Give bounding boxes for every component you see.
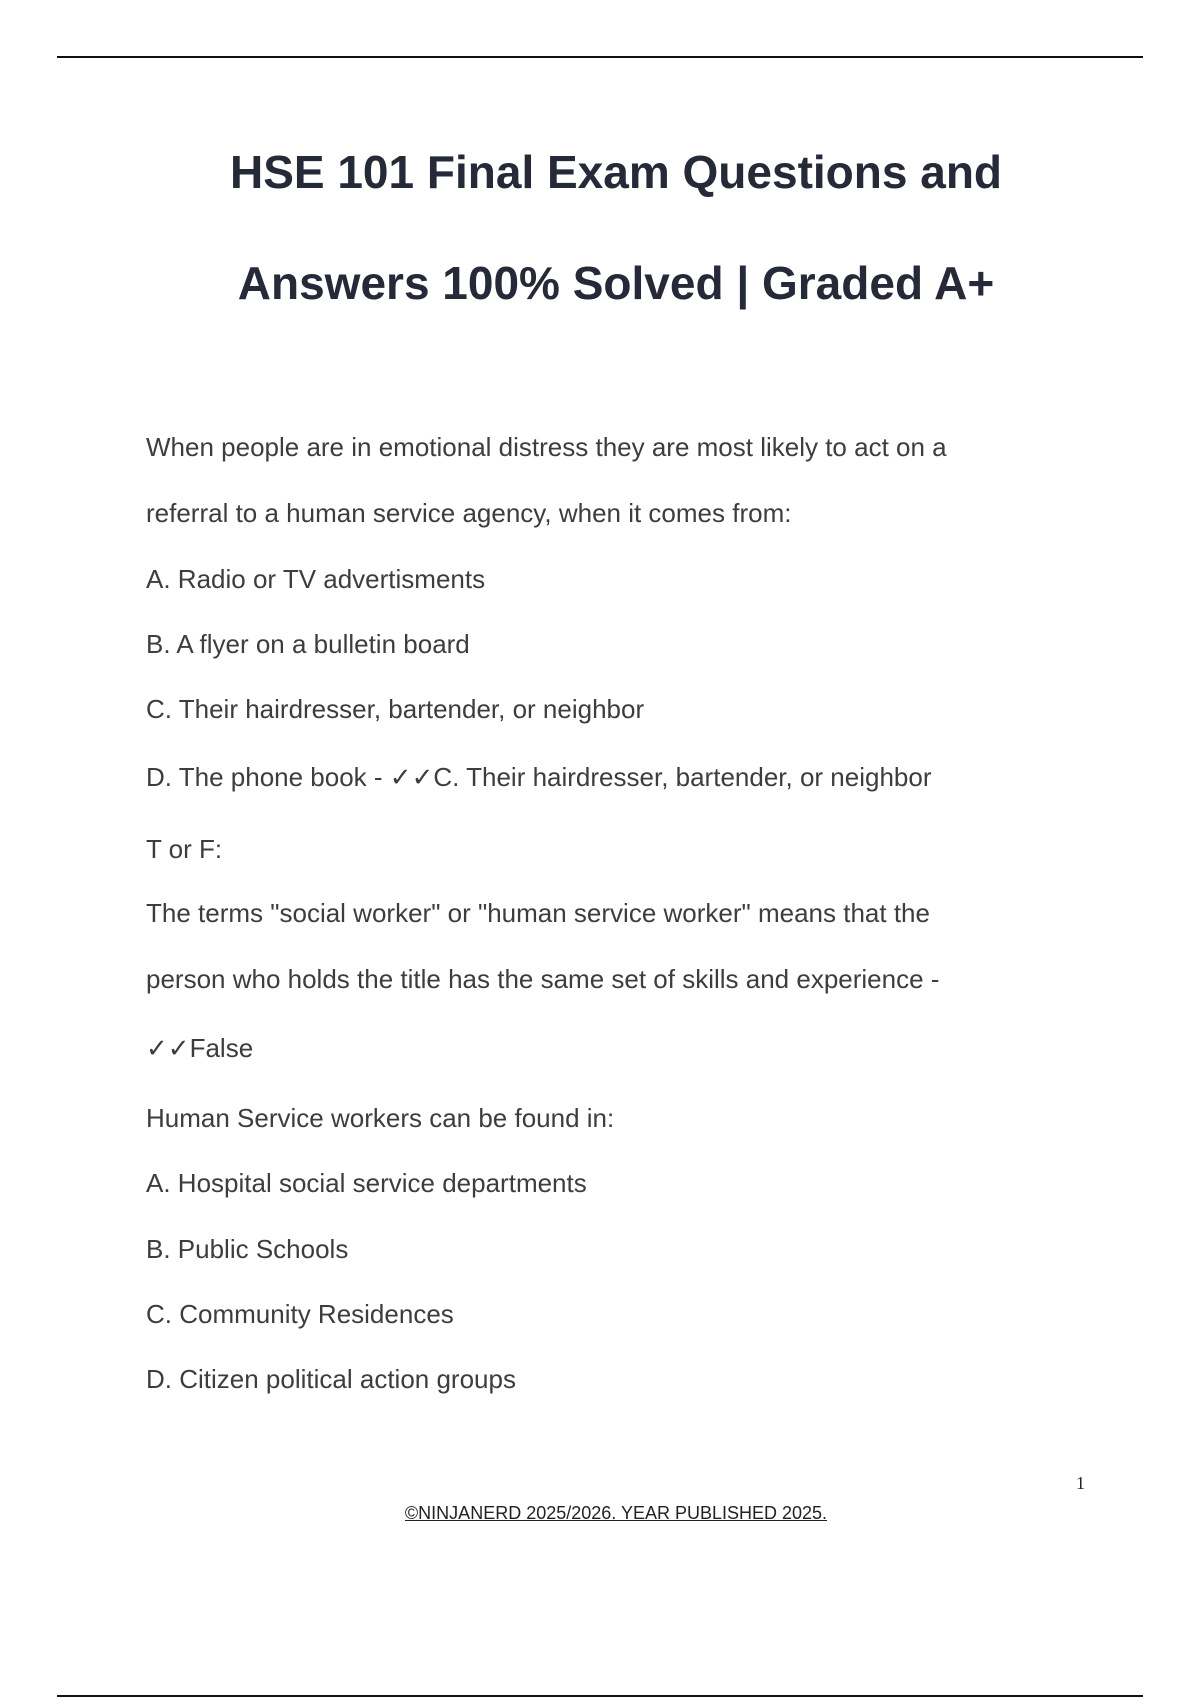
- question-2-line-1: T or F:: [146, 834, 223, 864]
- document-title-line-2: Answers 100% Solved | Graded A+: [237, 257, 995, 309]
- copyright-footer: ©NINJANERD 2025/2026. YEAR PUBLISHED 2025.: [404, 1503, 828, 1523]
- bottom-rule: [57, 1695, 1143, 1697]
- question-3-option-a: A. Hospital social service departments: [146, 1168, 587, 1198]
- page-number: 1: [1076, 1473, 1085, 1493]
- question-1-option-b: B. A flyer on a bulletin board: [146, 629, 470, 659]
- question-1-line-2: referral to a human service agency, when it comes from:: [146, 498, 792, 528]
- document-title-line-1: HSE 101 Final Exam Questions and: [229, 146, 1003, 198]
- top-rule: [57, 56, 1143, 58]
- question-3-line-1: Human Service workers can be found in:: [146, 1103, 615, 1133]
- question-1-option-c: C. Their hairdresser, bartender, or neighbor: [146, 694, 645, 724]
- question-1-line-1: When people are in emotional distress they are most likely to act on a: [146, 432, 947, 462]
- question-2-line-2: The terms "social worker" or "human service worker" means that the: [146, 898, 930, 928]
- question-2-answer: ✓✓False: [146, 1033, 254, 1063]
- question-3-option-d: D. Citizen political action groups: [146, 1364, 516, 1394]
- question-3-option-c: C. Community Residences: [146, 1299, 454, 1329]
- question-3-option-b: B. Public Schools: [146, 1234, 349, 1264]
- question-2-line-3: person who holds the title has the same set of skills and experience -: [146, 964, 940, 994]
- question-1-option-d-answer: D. The phone book - ✓✓C. Their hairdresser, bartender, or neighbor: [146, 762, 932, 792]
- question-1-option-a: A. Radio or TV advertisments: [146, 564, 486, 594]
